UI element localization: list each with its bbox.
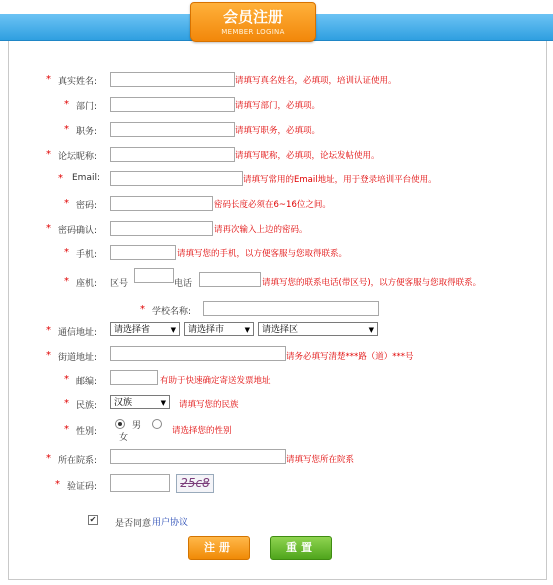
city-value: 请选择市 xyxy=(188,325,225,335)
area-code-input[interactable] xyxy=(134,268,174,283)
required-star: * xyxy=(58,173,63,184)
street-tip: 请务必填写清楚***路（道）***号 xyxy=(286,352,414,362)
postcode-tip: 有助于快速确定寄送发票地址 xyxy=(160,376,271,386)
required-star: * xyxy=(64,276,69,287)
mobile-tip: 请填写您的手机，以方便客服与您取得联系。 xyxy=(177,249,348,259)
gender-female-radio[interactable] xyxy=(152,419,162,429)
mobile-label: 手机: xyxy=(76,250,98,260)
page-subtitle: MEMBER LOGINA xyxy=(221,28,285,36)
realname-label: 真实姓名: xyxy=(58,77,98,87)
register-button[interactable]: 注册 xyxy=(188,536,250,560)
email-label: Email: xyxy=(72,173,101,183)
department-label: 所在院系: xyxy=(58,456,98,466)
dept-input[interactable] xyxy=(110,97,235,112)
phone-label: 座机: xyxy=(76,279,98,289)
nickname-label: 论坛昵称: xyxy=(58,152,98,162)
captcha-label: 验证码: xyxy=(67,482,98,492)
required-star: * xyxy=(46,223,51,234)
dropdown-arrow-icon: ▼ xyxy=(170,326,176,334)
gender-male-radio[interactable] xyxy=(115,419,125,429)
reset-button[interactable]: 重置 xyxy=(270,536,332,560)
position-input[interactable] xyxy=(110,122,235,137)
city-select[interactable] xyxy=(184,322,254,336)
required-star: * xyxy=(46,325,51,336)
agree-checkbox[interactable]: ✔ xyxy=(89,515,97,524)
school-label: 学校名称: xyxy=(152,307,192,317)
realname-input[interactable] xyxy=(110,72,235,87)
required-star: * xyxy=(64,198,69,209)
department-tip: 请填写您所在院系 xyxy=(286,455,355,465)
street-label: 街道地址: xyxy=(58,353,98,363)
confirm-label: 密码确认: xyxy=(58,226,98,236)
phone-tip: 请填写您的联系电话(带区号)，以方便客服与您取得联系。 xyxy=(262,278,482,288)
dropdown-arrow-icon: ▼ xyxy=(368,326,374,334)
realname-tip: 请填写真名姓名，必填项，培训认证使用。 xyxy=(235,76,397,86)
user-agreement-link[interactable]: 用户协议 xyxy=(152,518,189,528)
nation-select[interactable] xyxy=(110,395,170,409)
required-star: * xyxy=(46,350,51,361)
email-input[interactable] xyxy=(110,171,243,186)
password-label: 密码: xyxy=(76,201,98,211)
confirm-password-input[interactable] xyxy=(110,221,213,236)
required-star: * xyxy=(64,99,69,110)
password-tip: 密码长度必须在6~16位之间。 xyxy=(214,200,331,210)
dept-label: 部门: xyxy=(76,102,98,112)
required-star: * xyxy=(64,374,69,385)
street-input[interactable] xyxy=(110,346,286,361)
required-star: * xyxy=(46,149,51,160)
required-star: * xyxy=(64,398,69,409)
nickname-input[interactable] xyxy=(110,147,235,162)
required-star: * xyxy=(64,247,69,258)
nation-tip: 请填写您的民族 xyxy=(179,400,239,410)
mobile-input[interactable] xyxy=(110,245,176,260)
password-input[interactable] xyxy=(110,196,213,211)
phone-number-label: 电话 xyxy=(174,279,193,289)
postcode-label: 邮编: xyxy=(76,377,98,387)
captcha-input[interactable] xyxy=(110,474,170,492)
postcode-input[interactable] xyxy=(110,370,158,385)
captcha-image[interactable]: 25c8 xyxy=(176,474,214,493)
nickname-tip: 请填写昵称，必填项，论坛发帖使用。 xyxy=(235,151,380,161)
position-tip: 请填写职务，必填项。 xyxy=(235,126,321,136)
dropdown-arrow-icon: ▼ xyxy=(244,326,250,334)
district-value: 请选择区 xyxy=(262,325,299,335)
gender-male-label: 男 xyxy=(132,421,142,431)
department-input[interactable] xyxy=(110,449,286,464)
required-star: * xyxy=(46,453,51,464)
school-input[interactable] xyxy=(203,301,379,316)
register-title-tab xyxy=(190,2,316,42)
province-select[interactable] xyxy=(110,322,180,336)
email-tip: 请填写常用的Email地址，用于登录培训平台使用。 xyxy=(243,175,437,185)
gender-label: 性别: xyxy=(76,427,98,437)
phone-number-input[interactable] xyxy=(199,272,261,287)
dropdown-arrow-icon: ▼ xyxy=(160,399,166,407)
required-star: * xyxy=(46,74,51,85)
required-star: * xyxy=(55,479,60,490)
required-star: * xyxy=(64,424,69,435)
gender-tip: 请选择您的性别 xyxy=(172,426,232,436)
province-value: 请选择省 xyxy=(114,325,151,335)
nation-value: 汉族 xyxy=(114,398,133,408)
district-select[interactable] xyxy=(258,322,378,336)
gender-female-label: 女 xyxy=(119,433,129,443)
area-code-label: 区号 xyxy=(110,279,129,289)
address-label: 通信地址: xyxy=(58,328,98,338)
page-title: 会员注册 xyxy=(222,8,283,26)
nation-label: 民族: xyxy=(76,401,98,411)
agree-label: 是否同意 xyxy=(115,519,152,529)
position-label: 职务: xyxy=(76,127,98,137)
required-star: * xyxy=(140,304,145,315)
dept-tip: 请填写部门，必填项。 xyxy=(235,101,321,111)
confirm-tip: 请再次输入上边的密码。 xyxy=(214,225,308,235)
required-star: * xyxy=(64,124,69,135)
